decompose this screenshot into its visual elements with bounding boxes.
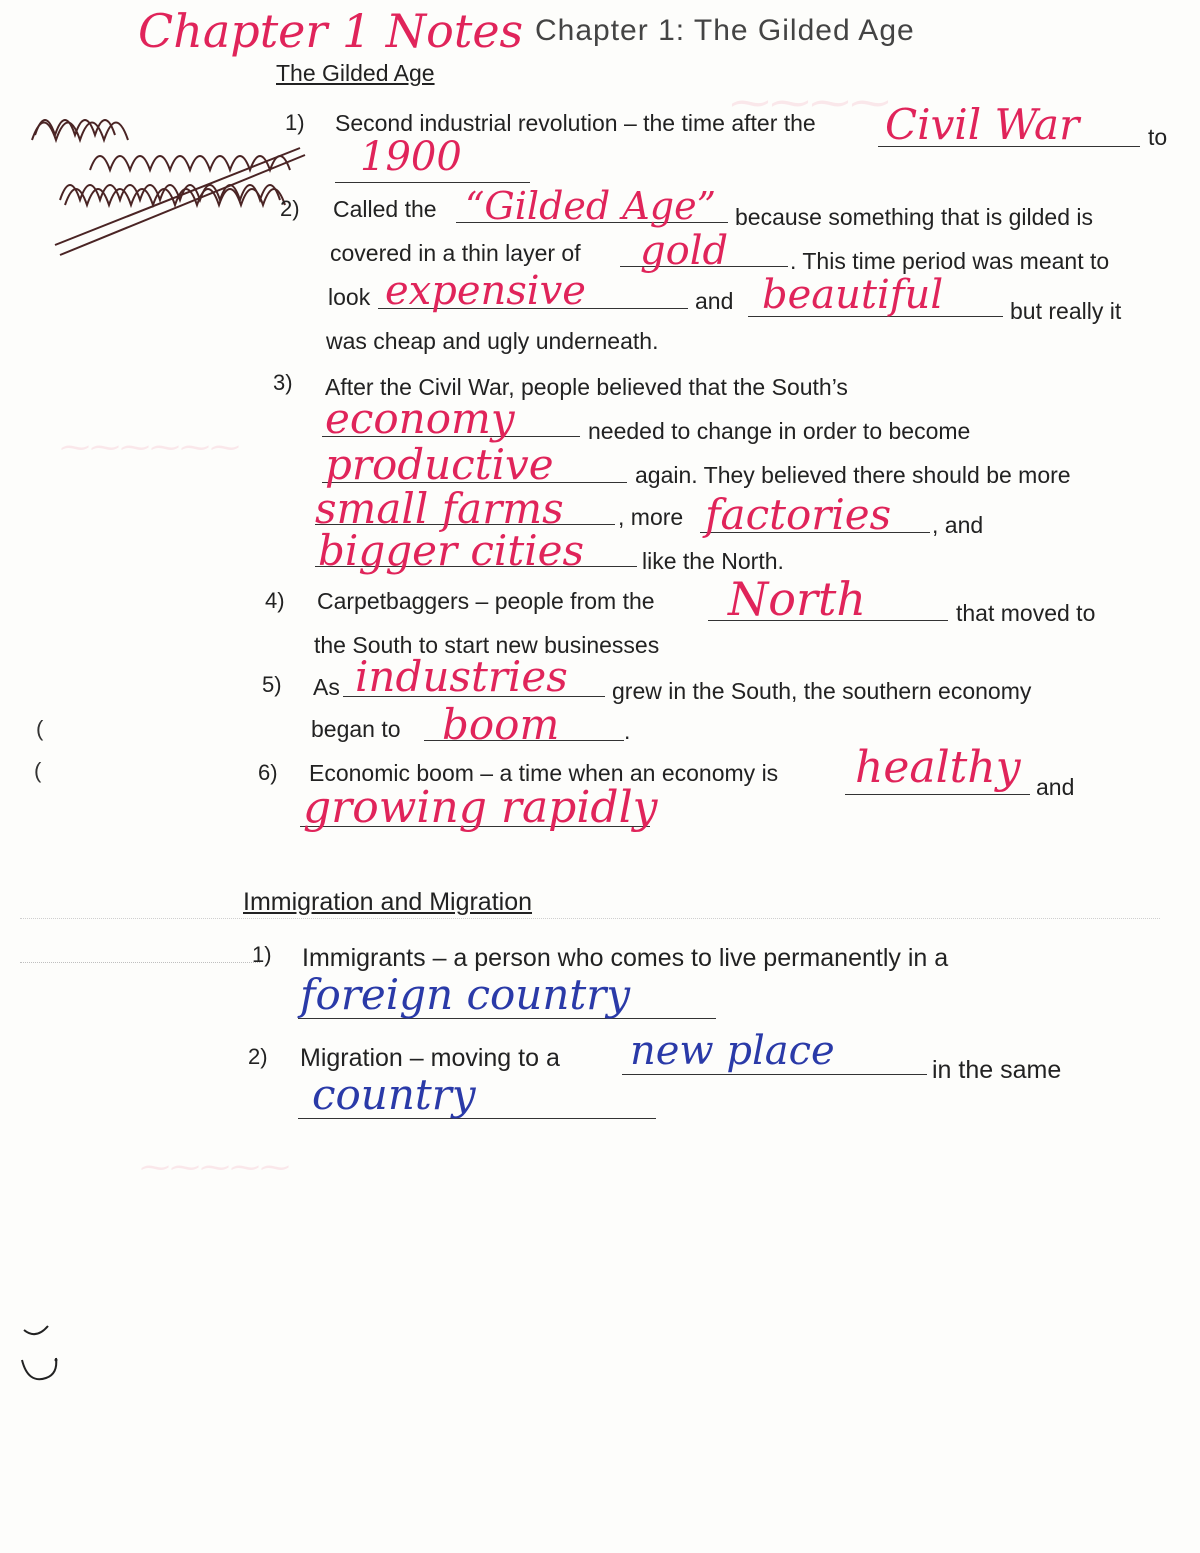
item-number: 1) bbox=[285, 110, 305, 135]
answer-factories: factories bbox=[705, 490, 892, 539]
scan-artifact-line bbox=[20, 962, 260, 963]
answer-north: North bbox=[728, 572, 867, 626]
answer-industries: industries bbox=[355, 652, 568, 701]
margin-mark: ( bbox=[34, 758, 42, 783]
item-number: 4) bbox=[265, 588, 285, 613]
answer-1900: 1900 bbox=[360, 134, 462, 180]
item-number: 3) bbox=[273, 370, 293, 395]
question-text: Economic boom – a time when an economy is bbox=[309, 760, 779, 786]
item-number: 2) bbox=[280, 196, 300, 221]
question-text: After the Civil War, people believed that the South’s bbox=[325, 374, 848, 400]
answer-country: country bbox=[312, 1070, 476, 1119]
question-text: and bbox=[695, 288, 734, 314]
scan-artifact-line bbox=[20, 918, 1160, 919]
question-text: Carpetbaggers – people from the bbox=[317, 588, 655, 614]
answer-gilded-age: “Gilded Age” bbox=[465, 184, 716, 228]
answer-healthy: healthy bbox=[855, 742, 1021, 793]
question-text: Immigrants – a person who comes to live permanently in a bbox=[302, 944, 949, 972]
question-text: in the same bbox=[932, 1056, 1062, 1084]
answer-boom: boom bbox=[442, 700, 560, 749]
question-text: was cheap and ugly underneath. bbox=[326, 328, 659, 354]
answer-blank bbox=[335, 182, 530, 183]
question-text: , and bbox=[932, 512, 984, 538]
scribble-doodle bbox=[20, 80, 320, 270]
item-number: 6) bbox=[258, 760, 278, 785]
question-text: . bbox=[624, 718, 631, 744]
bleed-through-mark: ⁓⁓⁓⁓⁓⁓ bbox=[60, 430, 240, 465]
question-text: Migration – moving to a bbox=[300, 1044, 560, 1072]
question-text: because something that is gilded is bbox=[735, 204, 1093, 230]
printed-title: Chapter 1: The Gilded Age bbox=[535, 14, 915, 47]
question-text: grew in the South, the southern economy bbox=[612, 678, 1032, 704]
question-text: began to bbox=[311, 716, 401, 742]
item-number: 5) bbox=[262, 672, 282, 697]
answer-new-place: new place bbox=[630, 1028, 835, 1074]
question-text: look bbox=[328, 284, 371, 310]
section-heading-gilded-age: The Gilded Age bbox=[276, 60, 435, 86]
question-text: needed to change in order to become bbox=[588, 418, 971, 444]
answer-bigger-cities: bigger cities bbox=[318, 526, 585, 575]
question-text: covered in a thin layer of bbox=[330, 240, 581, 266]
item-number: 1) bbox=[252, 942, 272, 967]
question-text: the South to start new businesses bbox=[314, 632, 660, 658]
answer-expensive: expensive bbox=[385, 268, 586, 314]
answer-blank bbox=[622, 1074, 927, 1075]
answer-civil-war: Civil War bbox=[885, 100, 1080, 149]
answer-blank bbox=[845, 794, 1030, 795]
question-text: like the North. bbox=[642, 548, 784, 574]
section-heading-immigration: Immigration and Migration bbox=[243, 888, 533, 916]
question-text: again. They believed there should be more bbox=[635, 462, 1071, 488]
answer-productive: productive bbox=[325, 440, 554, 489]
bleed-through-mark: ⁓⁓⁓⁓⁓ bbox=[140, 1150, 290, 1185]
question-text: that moved to bbox=[956, 600, 1096, 626]
question-text: and bbox=[1036, 774, 1075, 800]
question-text: Second industrial revolution – the time after the bbox=[335, 110, 816, 136]
question-text: . This time period was meant to bbox=[790, 248, 1110, 274]
answer-economy: economy bbox=[325, 394, 515, 443]
answer-beautiful: beautiful bbox=[762, 272, 944, 318]
answer-small-farms: small farms bbox=[315, 484, 564, 533]
item-number: 2) bbox=[248, 1044, 268, 1069]
margin-doodle bbox=[14, 1320, 74, 1390]
margin-mark: ( bbox=[36, 716, 44, 741]
question-text: Called the bbox=[333, 196, 437, 222]
answer-gold: gold bbox=[640, 228, 729, 274]
handwritten-title: Chapter 1 Notes bbox=[138, 4, 524, 58]
question-text: but really it bbox=[1010, 298, 1122, 324]
bleed-through-mark: ⁓⁓⁓⁓ bbox=[730, 80, 890, 126]
question-text: to bbox=[1148, 124, 1168, 150]
answer-foreign-country: foreign country bbox=[300, 970, 631, 1019]
answer-growing-rapidly: growing rapidly bbox=[303, 782, 658, 833]
question-text: As bbox=[313, 674, 340, 700]
question-text: , more bbox=[618, 504, 684, 530]
